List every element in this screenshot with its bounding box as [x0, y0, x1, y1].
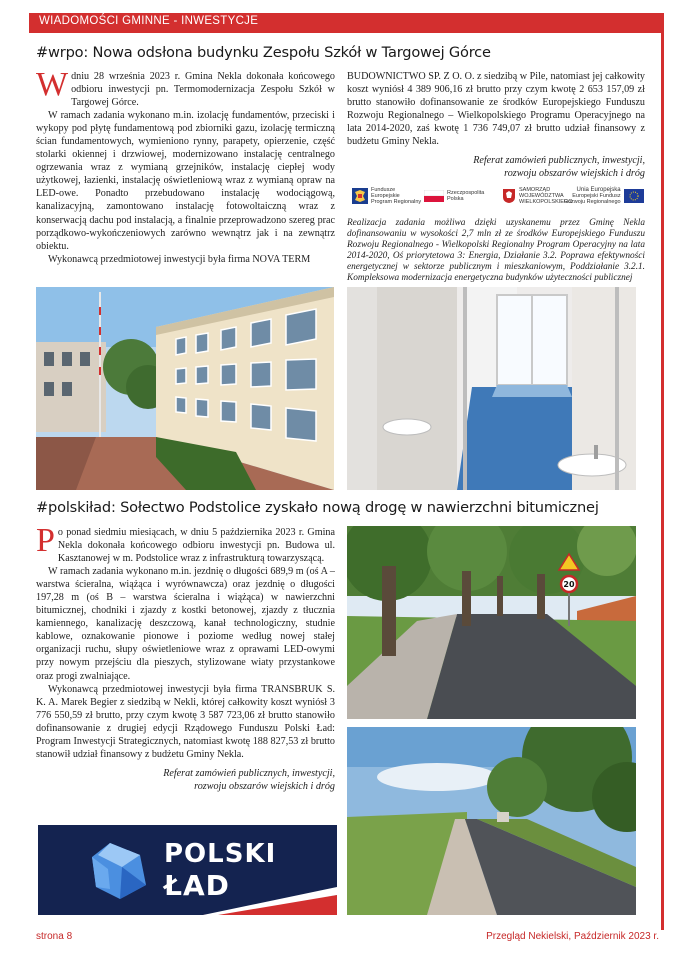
polish-flag-icon [424, 190, 444, 202]
section-header-title: WIADOMOŚCI GMINNE - INWESTYCJE [39, 15, 259, 27]
page-frame-line [661, 13, 664, 930]
article1-headline: #wrpo: Nowa odsłona budynku Zespołu Szkół w Targowej Górce [36, 44, 491, 61]
article1-column-right [347, 70, 645, 180]
polski-lad-word-2: ŁAD [164, 869, 230, 902]
article1-column-left [36, 66, 335, 266]
photo-school-bathroom [347, 287, 636, 490]
photo-road-sidewalk [347, 727, 636, 915]
article1-dropcap: W [36, 66, 69, 103]
speed-limit-sign-text: 20 [563, 580, 575, 589]
article1-paragraph-1: Wdniu 28 września 2023 r. Gmina Nekla dokonała końcowego odbioru inwestycji pn. Termomodernizacja Zespołu Szkół w Targowej Górce. [36, 66, 335, 109]
article1-funding-note: Realizacja zadania możliwa dzięki uzyskanemu przez Gminę Nekla dofinansowaniu w wysokości 2,7 mln zł ze środków Europejskiego Funduszu Rozwoju Regionalnego - Wielkopolski Regionalny Program Operacyjny na lata 2014-2020, Oś priorytetowa 3: Energia, Działanie 3.2. Poprawa efektywności energetycznej w sektorze publicznym i mieszkaniowym, Poddziałanie 3.2.1. Kompleksowa modernizacja energetyczna budynków użyteczności publicznej [347, 218, 645, 283]
article2-paragraph-2: W ramach zadania wykonano m.in. jezdnię o długości 689,9 m (oś A – warstwa ścieralna, wiążąca i wyrównawcza) oraz jezdnię o długości 197,28 m (oś B – warstwa ścieralna i wiążąca) w nawierzchni bitumicznej, chodniki i zjazdy z kostki betonowej, zjazdy z tłucznia kamiennego, kanalizację deszczową, kanał technologiczny, studnie kablowe, oznakowanie pionowe i poziome według nowej stałej organizacji ruchu, słupy oświetleniowe wraz z oprawami LED-owymi przy nowym przejściu dla pieszych, stylizowane wiaty przystankowe oraz progi zwalniające. [36, 566, 335, 682]
article1-paragraph-2: W ramach zadania wykonano m.in. izolację fundamentów, przeciski i wykopy pod płytę fundamentową pod zbiorniki gazu, izolację termiczną ścian fundamentowych, wymieniono rynny, parapety, opierzenie, część stolarki okiennej i drzwiowej, modernizowano instalację centralnego ogrzewania wraz z wymianą grzejników, instalację ciepłej wody użytkowej, łazienki, instalację oświetleniową wraz z wymianą opraw na LED-owe. Ponadto przebudowano instalację wodociągową, kanalizacyjną, zamontowano instalację fotowoltaiczną wraz z konserwacją dachu pod instalacją, a finalnie przeprowadzono szereg prac porządkowo-wykończeniowych zarówno wewnątrz jak i na zewnątrz obiektu. [36, 110, 335, 252]
eu-flag-icon [624, 189, 644, 203]
footer-issue: Przegląd Nekielski, Październik 2023 r. [486, 931, 659, 942]
polski-lad-banner [38, 825, 337, 915]
footer-page-number: strona 8 [36, 931, 73, 942]
article1-signature: Referat zamówień publicznych, inwestycji, rozwoju obszarów wiejskich i dróg [473, 155, 645, 180]
photo-school-building [36, 287, 334, 490]
polski-lad-word-1: POLSKI [164, 839, 277, 869]
article2-dropcap: P [36, 522, 55, 559]
logo-rzeczpospolita: Rzeczpospolita Polska [424, 182, 484, 210]
article2-headline: #polskiład: Sołectwo Podstolice zyskało nową drogę w nawierzchni bitumicznej [36, 499, 599, 516]
article2-signature: Referat zamówień publicznych, inwestycji, rozwoju obszarów wiejskich i dróg [163, 767, 335, 792]
logo-fundusze-europejskie: Fundusze Europejskie Program Regionalny [352, 182, 421, 210]
logo-samorzad-wielkopolska: SAMORZĄD WOJEWÓDZTWA WIELKOPOLSKIEGO [502, 182, 573, 210]
photo-road-with-trees [347, 526, 636, 719]
article2-paragraph-1: Po ponad siedmiu miesiącach, w dniu 5 października 2023 r. Gmina Nekla dokonała końcowego odbioru inwestycji pn. Budowa ul. Kasztanowej w m. Podstolice wraz z infrastrukturą towarzyszącą. [36, 522, 335, 565]
section-header-bar [29, 13, 664, 33]
logo-unia-europejska: Unia Europejska Europejski Fundusz Rozwoju Regionalnego [564, 182, 644, 210]
article2-paragraph-3: Wykonawcą przedmiotowej inwestycji była firma TRANSBRUK S. K. A. Marek Begier z siedzibą w Nekli, której całkowity koszt wyniósł 3 776 550,59 zł brutto, przy czym kwotę 3 587 723,06 zł brutto stanowiło dofinansowanie z drugiej edycji Rządowego Funduszu Polski Ład: Program Inwestycji Strategicznych, natomiast kwotę 188 827,53 zł brutto stanowił udział finansowy z budżetu Gminy Nekla. [36, 683, 335, 760]
article2-column-left [36, 522, 335, 793]
eu-logo-strip [352, 182, 644, 210]
article1-paragraph-3a: Wykonawcą przedmiotowej inwestycji była firma NOVA TERM [48, 253, 311, 265]
coat-of-arms-icon [502, 188, 516, 204]
article1-paragraph-3b: BUDOWNICTWO SP. Z O. O. z siedzibą w Pile, natomiast jej całkowity koszt wyniósł 4 389 906,16 zł brutto przy czym kwotę 2 653 157,09 zł brutto stanowiło dofinansowanie ze środków Europejskiego Funduszu Rozwoju Regionalnego – Wielkopolskiego Programu Operacyjnego na lata 2014-2020, zaś kwotę 1 736 749,07 zł brutto udział finansowy z budżetu Gminy Nekla. [347, 71, 645, 148]
fe-star-icon [352, 188, 368, 204]
